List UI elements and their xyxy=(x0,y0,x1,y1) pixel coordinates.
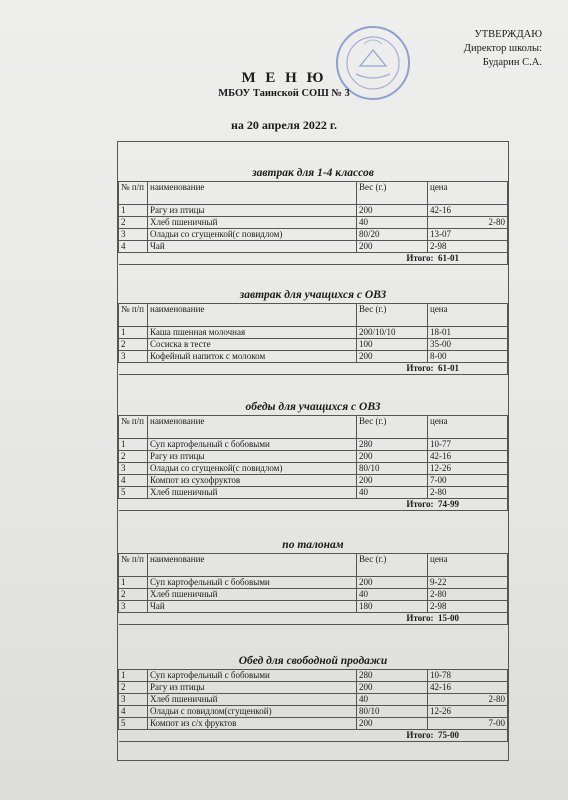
dish-price: 42-16 xyxy=(428,682,508,694)
header-name: наименование xyxy=(148,304,357,327)
header-name: наименование xyxy=(148,182,357,205)
table-row xyxy=(119,601,508,613)
dish-name: Кофейный напиток с молоком xyxy=(148,351,357,363)
dish-price: 2-80 xyxy=(428,589,508,601)
menu-table xyxy=(118,415,508,511)
dish-price: 7-00 xyxy=(428,718,508,730)
menu-section-free-sale xyxy=(118,654,508,742)
dish-weight: 200 xyxy=(357,241,428,253)
table-row xyxy=(119,694,508,706)
total-value: 15-00 xyxy=(438,613,459,623)
table-row xyxy=(119,589,508,601)
table-row xyxy=(119,327,508,339)
dish-weight: 40 xyxy=(357,217,428,229)
total-value: 75-00 xyxy=(438,730,459,740)
dish-weight: 200 xyxy=(357,205,428,217)
table-row xyxy=(119,229,508,241)
row-number: 1 xyxy=(119,577,148,589)
dish-price: 2-80 xyxy=(428,217,508,229)
dish-name: Чай xyxy=(148,241,357,253)
dish-price: 7-00 xyxy=(428,475,508,487)
header-number: № п/п xyxy=(119,304,148,327)
header-weight: Вес (г.) xyxy=(357,182,428,205)
menu-table xyxy=(118,181,508,265)
row-number: 1 xyxy=(119,327,148,339)
dish-price: 2-80 xyxy=(428,487,508,499)
menu-section-breakfast-ovz xyxy=(118,288,508,375)
table-row xyxy=(119,487,508,499)
header-price: цена xyxy=(428,416,508,439)
approval-line-2: Директор школы: xyxy=(463,43,542,54)
table-row xyxy=(119,682,508,694)
header-number: № п/п xyxy=(119,182,148,205)
dish-name: Сосиска в тесте xyxy=(148,339,357,351)
dish-price: 10-77 xyxy=(428,439,508,451)
row-number: 2 xyxy=(119,217,148,229)
dish-weight: 280 xyxy=(357,439,428,451)
header-number: № п/п xyxy=(119,554,148,577)
dish-weight: 200/10/10 xyxy=(357,327,428,339)
row-number: 3 xyxy=(119,229,148,241)
dish-price: 35-00 xyxy=(428,339,508,351)
dish-price: 42-16 xyxy=(428,451,508,463)
total-row xyxy=(119,253,508,265)
menu-table xyxy=(118,553,508,625)
dish-name: Суп картофельный с бобовыми xyxy=(148,577,357,589)
dish-weight: 180 xyxy=(357,601,428,613)
dish-price: 13-07 xyxy=(428,229,508,241)
header-weight: Вес (г.) xyxy=(357,304,428,327)
row-number: 2 xyxy=(119,682,148,694)
row-number: 4 xyxy=(119,241,148,253)
table-row xyxy=(119,217,508,229)
table-row xyxy=(119,241,508,253)
dish-price: 12-26 xyxy=(428,706,508,718)
total-cell xyxy=(119,613,508,625)
dish-weight: 80/20 xyxy=(357,229,428,241)
table-row xyxy=(119,463,508,475)
total-label: Итого: xyxy=(406,253,434,263)
dish-weight: 80/10 xyxy=(357,463,428,475)
dish-name: Рагу из птицы xyxy=(148,205,357,217)
table-header-row xyxy=(119,304,508,327)
row-number: 4 xyxy=(119,475,148,487)
row-number: 5 xyxy=(119,718,148,730)
dish-name: Рагу из птицы xyxy=(148,682,357,694)
dish-name: Оладьи со сгущенкой(с повидлом) xyxy=(148,463,357,475)
menu-section-lunch-ovz xyxy=(118,400,508,511)
section-title: завтрак для 1-4 классов xyxy=(252,167,374,179)
total-label: Итого: xyxy=(406,499,434,509)
table-row xyxy=(119,351,508,363)
total-cell xyxy=(119,253,508,265)
row-number: 5 xyxy=(119,487,148,499)
header-number: № п/п xyxy=(119,416,148,439)
header-name: наименование xyxy=(148,416,357,439)
section-title: обеды для учащихся с ОВЗ xyxy=(245,401,381,413)
dish-name: Чай xyxy=(148,601,357,613)
table-row xyxy=(119,670,508,682)
row-number: 2 xyxy=(119,451,148,463)
dish-name: Хлеб пшеничный xyxy=(148,694,357,706)
dish-price: 2-98 xyxy=(428,601,508,613)
dish-weight: 80/10 xyxy=(357,706,428,718)
dish-weight: 200 xyxy=(357,718,428,730)
dish-price: 18-01 xyxy=(428,327,508,339)
total-label: Итого: xyxy=(406,363,434,373)
dish-name: Суп картофельный с бобовыми xyxy=(148,439,357,451)
dish-name: Оладьи со сгущенкой(с повидлом) xyxy=(148,229,357,241)
table-header-row xyxy=(119,182,508,205)
total-label: Итого: xyxy=(406,613,434,623)
table-row xyxy=(119,475,508,487)
total-value: 61-01 xyxy=(438,363,459,373)
dish-weight: 100 xyxy=(357,339,428,351)
school-name: МБОУ Таинской СОШ № 3 xyxy=(218,88,350,99)
dish-weight: 200 xyxy=(357,475,428,487)
table-row xyxy=(119,451,508,463)
table-row xyxy=(119,339,508,351)
dish-name: Рагу из птицы xyxy=(148,451,357,463)
section-title: по талонам xyxy=(282,539,344,551)
row-number: 1 xyxy=(119,439,148,451)
section-title: Обед для свободной продажи xyxy=(238,655,388,667)
dish-name: Хлеб пшеничный xyxy=(148,487,357,499)
dish-price: 9-22 xyxy=(428,577,508,589)
total-label: Итого: xyxy=(406,730,434,740)
row-number: 4 xyxy=(119,706,148,718)
table-row xyxy=(119,439,508,451)
row-number: 3 xyxy=(119,694,148,706)
dish-weight: 200 xyxy=(357,682,428,694)
approval-line-1: УТВЕРЖДАЮ xyxy=(474,29,542,40)
header-price: цена xyxy=(428,554,508,577)
dish-name: Компот из с/х фруктов xyxy=(148,718,357,730)
header-weight: Вес (г.) xyxy=(357,416,428,439)
row-number: 1 xyxy=(119,670,148,682)
approval-line-3: Бударин С.А. xyxy=(482,57,542,68)
header-weight: Вес (г.) xyxy=(357,554,428,577)
dish-price: 42-16 xyxy=(428,205,508,217)
row-number: 3 xyxy=(119,601,148,613)
row-number: 1 xyxy=(119,205,148,217)
dish-weight: 280 xyxy=(357,670,428,682)
dish-price: 2-98 xyxy=(428,241,508,253)
table-row xyxy=(119,577,508,589)
total-cell xyxy=(119,730,508,742)
dish-name: Суп картофельный с бобовыми xyxy=(148,670,357,682)
row-number: 2 xyxy=(119,339,148,351)
total-row xyxy=(119,730,508,742)
dish-weight: 200 xyxy=(357,577,428,589)
total-cell xyxy=(119,363,508,375)
section-title: завтрак для учащихся с ОВЗ xyxy=(239,289,387,301)
dish-price: 2-80 xyxy=(428,694,508,706)
header-name: наименование xyxy=(148,554,357,577)
table-row xyxy=(119,706,508,718)
dish-price: 8-00 xyxy=(428,351,508,363)
menu-frame xyxy=(117,141,509,761)
total-row xyxy=(119,499,508,511)
dish-price: 12-26 xyxy=(428,463,508,475)
table-row xyxy=(119,718,508,730)
table-row xyxy=(119,205,508,217)
total-value: 74-99 xyxy=(438,499,459,509)
total-value: 61-01 xyxy=(438,253,459,263)
dish-name: Хлеб пшеничный xyxy=(148,589,357,601)
row-number: 3 xyxy=(119,463,148,475)
dish-weight: 40 xyxy=(357,589,428,601)
dish-price: 10-78 xyxy=(428,670,508,682)
dish-name: Компот из сухофруктов xyxy=(148,475,357,487)
menu-table xyxy=(118,303,508,375)
menu-section-breakfast-1-4 xyxy=(118,166,508,265)
dish-weight: 40 xyxy=(357,487,428,499)
dish-weight: 200 xyxy=(357,351,428,363)
header-price: цена xyxy=(428,182,508,205)
menu-table xyxy=(118,669,508,742)
approval-block xyxy=(464,28,542,70)
dish-weight: 200 xyxy=(357,451,428,463)
total-cell xyxy=(119,499,508,511)
row-number: 3 xyxy=(119,351,148,363)
dish-weight: 40 xyxy=(357,694,428,706)
total-row xyxy=(119,363,508,375)
dish-name: Оладьи с повидлом(сгущенкой) xyxy=(148,706,357,718)
menu-section-coupons xyxy=(118,538,508,625)
page-title: М Е Н Ю xyxy=(241,70,327,86)
menu-date: на 20 апреля 2022 г. xyxy=(231,118,337,132)
table-header-row xyxy=(119,554,508,577)
header-price: цена xyxy=(428,304,508,327)
dish-name: Каша пшенная молочная xyxy=(148,327,357,339)
table-header-row xyxy=(119,416,508,439)
total-row xyxy=(119,613,508,625)
dish-name: Хлеб пшеничный xyxy=(148,217,357,229)
row-number: 2 xyxy=(119,589,148,601)
